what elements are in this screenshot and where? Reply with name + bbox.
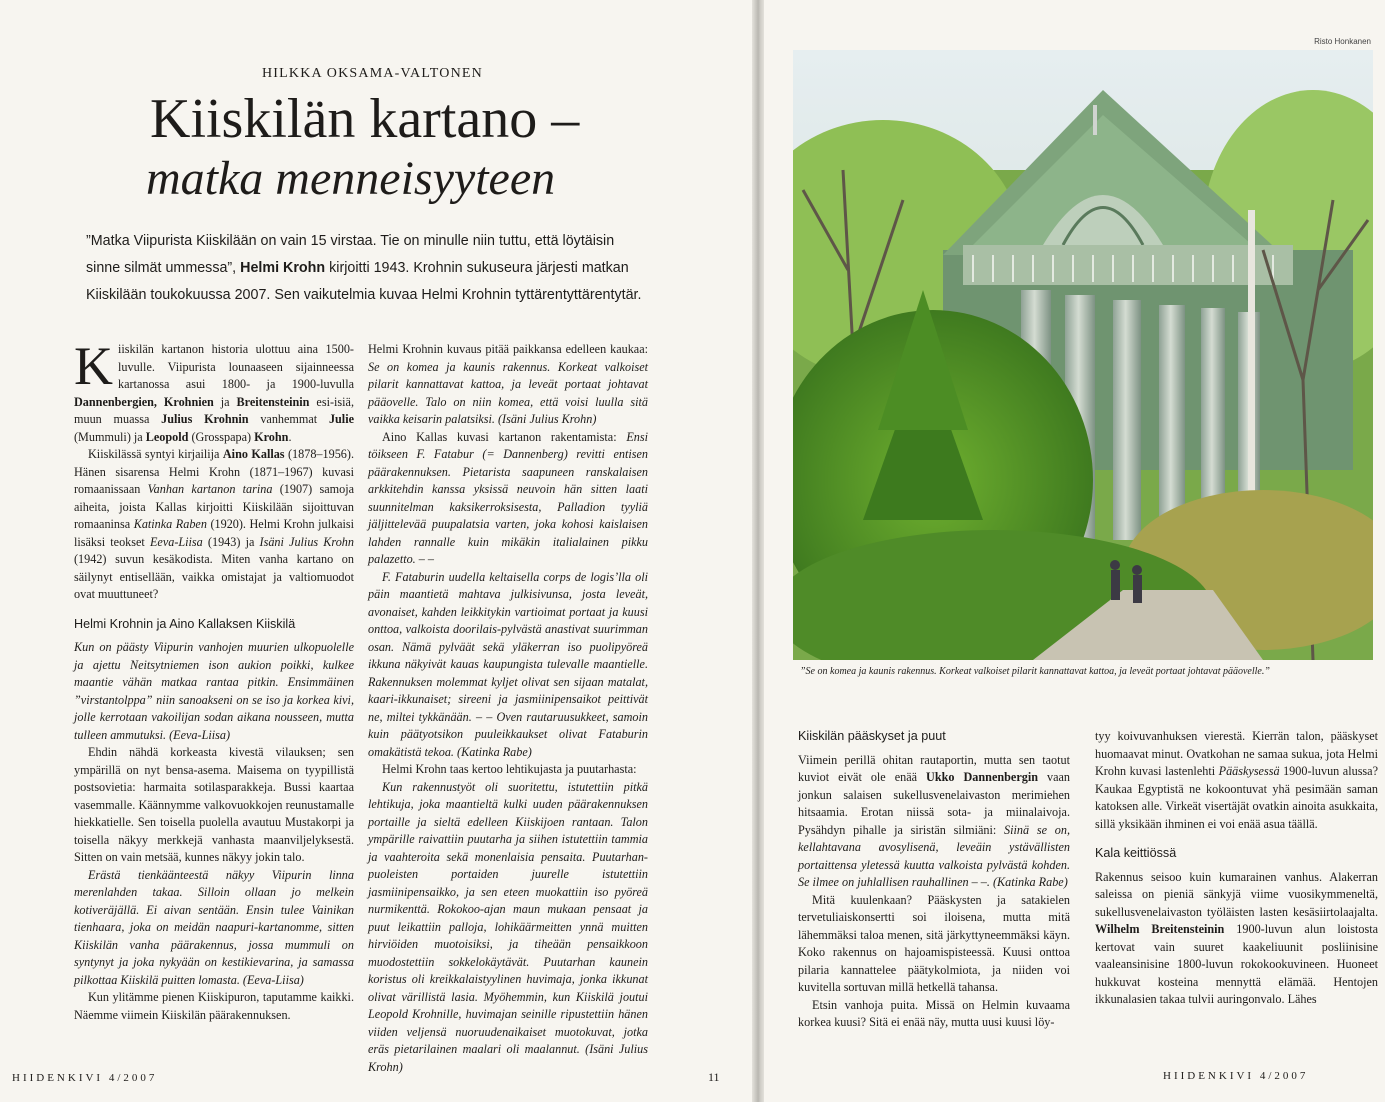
quote-paragraph: Erästä tienkäänteestä näkyy Viipurin linna merenlahden takaa. Silloin ollaan jo melkein kotiveräjällä. Ei aivan sentään. Ensin tulee Vainikan tienhaara, joka on meidän naapuri-kartanomme, sitten Kiiskilän vanha päärakennus, jossa mummuli on syntynyt ja joka nykyään on kestikievarina, ja samassa pilkottaa Kiiskilä puitten lomasta. (Eeva-Liisa): [74, 867, 354, 987]
page-number: 11: [708, 1070, 720, 1084]
drop-cap: K: [74, 336, 113, 396]
body-paragraph: Viimein perillä ohitan rautaportin, mutta sen taotut kuviot eivät ole enää Ukko Dannenbergin vaan jonkun salaisen sukellusvenelaivaston merimiehen hitsaamia. Erotan niissä sota- ja miinalaivoja. Pysähdyn pihalle ja siristän silmiäni: Siinä se on, kellahtavana avosylisenä, leveäin ystävällisten portaittensa yletessä kuutta valkoista pylvästä kohden. Se ilmee on juhlallisen rauhallinen – –. (Katinka Rabe): [798, 752, 1071, 889]
column-1: [74, 336, 355, 1024]
body-paragraph: Aino Kallas kuvasi kartanon rakentamista: Ensi töikseen F. Fatabur (= Dannenberg) revitti entisen päärakennuksen. Pietarista saapuneen ranskalaisen arkkitehdin kanssa yksissä neuvoin hän sitten laati suunnitelman kaksikerroksisesta, Palladion tyyliä jäljittelevää puupalatsia varten, joka kohosi kaislaisen lahden rannalle kuin mikäkin italialainen pikku palazetto. – –: [368, 429, 648, 566]
body-paragraph: Kiiskilässä syntyi kirjailija Aino Kallas (1878–1956). Hänen sisarensa Helmi Krohn (1871–1967) kuvasi romaanissaan Vanhan kartanon tarina (1907) samoja aiheita, joista Kallas kirjoitti Kiiskilään sijoittuvan romaaninsa Katinka Raben (1920). Helmi Krohn julkaisi lisäksi teokset Eeva-Liisa (1943) ja Isäni Julius Krohn (1942) suvun kesäkodista. Miten vanha kartano on säilynyt entisellään, vaikka omistajat ja valtiomuodot ovat muuttuneet?: [74, 447, 355, 601]
section-heading: Helmi Krohnin ja Aino Kallaksen Kiiskilä: [74, 616, 296, 631]
body-paragraph: Ehdin nähdä korkeasta kivestä vilauksen; sen ympärillä on nyt bensa-asema. Maisema on tyypillistä postsovietia: harmaita sotilasparakkeja. Bussi kaartaa vasemmalle. Käännymme valkovuokkojen reunustamalle hiekkatielle. Sen toisella puolella avautuu Mustakorpi ja toisella näkyy merkkejä vanhasta maanviljelyksestä. Sitten on vain metsää, kunnes näkyy jokin talo.: [74, 745, 354, 864]
lead-paragraph: ”Matka Viipurista Kiiskilään on vain 15 virstaa. Tie on minulle niin tuttu, että löytäisin sinne silmät ummessa”, Helmi Krohn kirjoitti 1943. Krohnin sukuseura järjesti matkan Kiiskilään toukokuussa 2007. Sen vaikutelmia kuvaa Helmi Krohnin tyttärentyttärentytär.: [86, 233, 642, 303]
body-paragraph: Mitä kuulenkaan? Pääskysten ja satakielen tervetuliaiskonsertti soi iloisena, mutta mitä lähemmäksi taloa menen, sitä järkyttyneemmäksi käyn. Koko rakennus on hajoamispisteessä. Kuusi onttoa pilaria kannattelee päätykolmiota, ja niiden voi kuvitella sortuvan millä hetkellä tahansa.: [798, 892, 1070, 994]
photo-credit: Risto Honkanen: [1314, 37, 1371, 46]
body-paragraph: Rakennus seisoo kuin kumarainen vanhus. Alakerran saleissa on pieniä sänkyjä viime vuosikymmeneltä, sukellusvenelaivaston työläisten lasten kesäsiirtolaajalta. Wilhelm Breitensteinin 1900-luvun alun loistosta kertovat vain suuret kaakeliuunit posliinisine vaaleansinisine 1800-luvun rokokookuvineen. Huoneet hukkuvat kosteina mennyttä elämää. Hentojen ikkunalasien takaa tulvii auringonvalo. Lähes: [1095, 869, 1378, 1006]
author-byline: HILKKA OKSAMA-VALTONEN: [262, 66, 483, 81]
quote-paragraph: Kun rakennustyöt oli suoritettu, istutettiin pitkä lehtikuja, joka maantieltä kulki uuden päärakennuksen portaille ja sieltä edelleen Kiiskijoen rantaan. Talon ympärille raivattiin puutarha ja siihen istutettiin tammia ja vaahteroita sekä monenlaisia pensaita. Puutarhan-puoleisten portaiden juurelle istutettiin jasmiinipensaikko, ja sen eteen muokattiin iso pyöreä nurmikenttä. Rokokoo-ajan maun mukaan pensaat ja puut leikattiin palloja, lohikäärmeitten ynnä muitten hirviöiden muotoisiksi, ja tiheään pensaikkoon muodostettiin sokkelokäytävät. Puutarhan kaunein koristus oli kreikkalaistyylinen huvimaja, jonka ikkunat olivat värillistä lasia. Myöhemmin, kun Kiiskilä joutui Leopold Krohnille, huvimajan seinille ripustettiin hänen viiden veljensä nuoruudenaikaiset muotokuvat, jotka eräs pietarilainen maalari oli maalannut. (Isäni Julius Krohn): [368, 779, 648, 1074]
column-4: [1095, 728, 1378, 1009]
body-paragraph: Helmi Krohnin kuvaus pitää paikkansa edelleen kaukaa: Se on komea ja kaunis rakennus. Korkeat valkoiset pilarit kannattavat kattoa, ja leveät portaat johtavat pääovelle. Talo on niin komea, että voisi luulla sitä vaikka keisarin palatsiksi. (Isäni Julius Krohn): [368, 342, 648, 426]
body-paragraph: Kun ylitämme pienen Kiiskipuron, taputamme kaikki. Näemme viimein Kiiskilän päärakennuksen.: [74, 990, 354, 1022]
manor-house-illustration: [793, 50, 1373, 660]
right-page: [764, 0, 1385, 1102]
body-paragraph: Helmi Krohn taas kertoo lehtikujasta ja puutarhasta:: [382, 762, 637, 776]
intro-paragraph: Kiiskilän kartanon historia ulottuu aina 1500-luvulle. Viipurista lounaaseen sijainneessa kartanossa asui 1800- ja 1900-luvulla Dannenbergien, Krohnien ja Breitensteinin esi-isiä, muun muassa Julius Krohnin vanhemmat Julie (Mummuli) ja Leopold (Grosspapa) Krohn.: [74, 336, 354, 444]
body-paragraph: tyy koivuvanhuksen vierestä. Kierrän talon, pääskyset huomaavat minut. Ovatkohan ne samaa sukua, jota Helmi Krohn kuvasi lastenlehti Pääskysessä 1900-luvun alussa? Kaukaa Egyptistä ne kokoontuvat yhä pesimään saman katoksen alle. Virkeät visertäjät ovatkin ainoita asukkaita, sillä yksikään ihminen ei voi enää asua täällä.: [1095, 729, 1378, 831]
manor-house-photo: [793, 50, 1373, 660]
quote-paragraph: F. Fataburin uudella keltaisella corps de logis’lla oli päin maantietä mahtava julkisivunsa, josta leveät, avonaiset, kahden leikkitykin vartioimat portaat ja kuusi onttoa, valkoista doorilais-pylvästä anastivat suurimman osan. Nämä pylväät sekä yläkerran iso puolipyöreä ikkuna näkyivät kauas kaupungista tulevalle maantielle. Rakennuksen molemmat kyljet olivat sen sijaan matalat, kaari-ikkunaiset; sireeni ja jasmiinipensaikot peittivät ne, miltei tykkänään. – – Oven rautaruusukkeet, samoin kuin päätyotsikon puuleikkaukset olivat Fataburin omakätistä tekoa. (Katinka Rabe): [368, 569, 648, 759]
column-3: [798, 728, 1070, 1032]
quote-paragraph: Kun on päästy Viipurin vanhojen muurien ulkopuolelle ja ajettu Neitsytniemen ison aukion poikki, kulkee maantie vähän matkaa rantaa pitkin. Ensimmäinen ”virstantolppa” niin sanoakseni on se iso ja korkea kivi, jolle kerrotaan vakoilijan sodan aikana nousseen, mutta tulleen ammutuksi. (Eeva-Liisa): [74, 640, 354, 742]
section-heading: Kala keittiössä: [1095, 846, 1177, 860]
magazine-folio: HIIDENKIVI 4/2007: [12, 1072, 158, 1084]
photo-caption: ”Se on komea ja kaunis rakennus. Korkeat valkoiset pilarit kannattavat kattoa, ja leveät portaat johtavat pääovelle.”: [800, 666, 1270, 677]
article-subtitle: matka menneisyyteen: [146, 152, 556, 205]
body-paragraph: Etsin vanhoja puita. Missä on Helmin kuvaama korkea kuusi? Sitä ei enää näy, mutta uusi kuusi löy-: [798, 997, 1070, 1029]
magazine-folio: HIIDENKIVI 4/2007: [1163, 1070, 1309, 1082]
section-heading: Kiiskilän pääskyset ja puut: [798, 729, 946, 743]
article-title: Kiiskilän kartano –: [150, 88, 580, 150]
column-2: [368, 341, 648, 1076]
